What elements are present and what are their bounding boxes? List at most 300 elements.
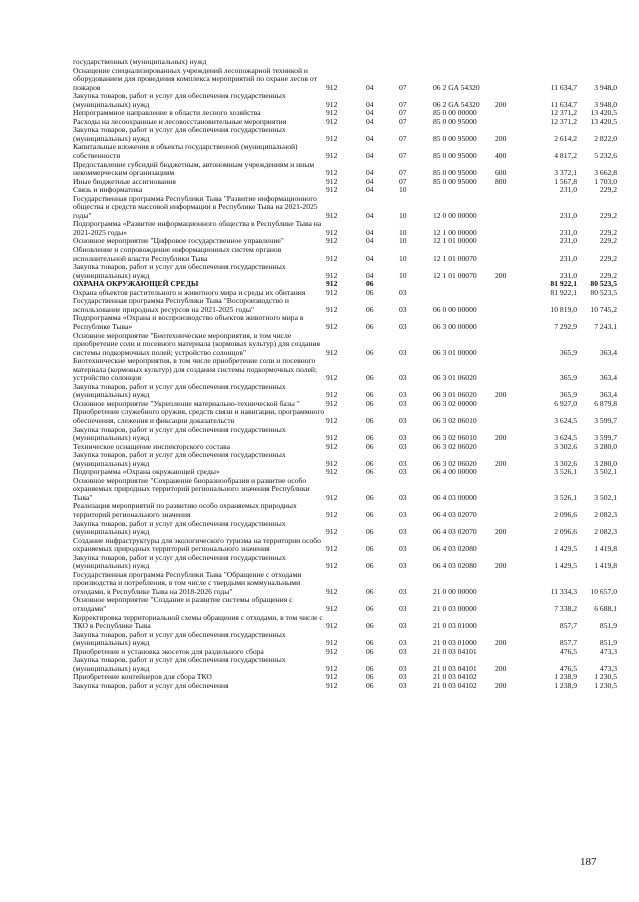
row-expense-type bbox=[495, 58, 530, 67]
row-name: Основное мероприятие "Укрепление материально-технической базы " bbox=[73, 398, 300, 408]
row-name: Подпрограмма «Охрана и воспроизводство объектов животного мира в Республике Тыва» bbox=[73, 313, 304, 331]
row-subsection: 03 bbox=[399, 415, 407, 425]
row-name: государственных (муниципальных) нужд bbox=[73, 57, 207, 66]
row-expense-type: 800 bbox=[495, 176, 507, 186]
table-row bbox=[73, 596, 617, 613]
row-subsection: 03 bbox=[399, 638, 407, 648]
row-subsection: 10 bbox=[399, 210, 407, 220]
row-subsection: 03 bbox=[399, 467, 407, 477]
row-ministry-code: 912 bbox=[326, 304, 338, 314]
row-subsection: 03 bbox=[399, 544, 407, 554]
row-section: 04 bbox=[366, 151, 374, 161]
row-name: Закупка товаров, работ и услуг для обеспечения государственных (муниципальных) нужд bbox=[73, 450, 286, 468]
row-section: 04 bbox=[366, 133, 374, 143]
row-ministry-code: 912 bbox=[326, 604, 338, 613]
row-ministry-code: 912 bbox=[326, 270, 338, 280]
row-subsection: 07 bbox=[399, 82, 407, 92]
row-ministry-code: 912 bbox=[326, 680, 338, 690]
row-subsection: 03 bbox=[399, 433, 407, 443]
row-amount-year1: 231,0 bbox=[559, 270, 577, 280]
row-subsection: 07 bbox=[399, 151, 407, 161]
row-amount-year2: 80 523,5 bbox=[590, 287, 617, 297]
row-name: Непрограммное направление в области лесного хозяйства bbox=[73, 108, 261, 118]
row-section: 06 bbox=[366, 492, 374, 502]
row-name: Закупка товаров, работ и услуг для обеспечения государственных (муниципальных) нужд bbox=[73, 655, 286, 673]
row-section: 04 bbox=[366, 270, 374, 280]
table-row bbox=[73, 161, 617, 178]
row-amount-year1: 857,7 bbox=[559, 638, 577, 648]
row-name: Государственная программа Республики Тыва "Обращение с отходами производства и потребления, в том числе с твердыми коммунальными отходами, в Республике Тыва на 2018-2026 годы" bbox=[73, 569, 302, 596]
row-expense-type bbox=[495, 596, 530, 613]
row-section: 06 bbox=[366, 544, 374, 554]
row-expense-type bbox=[495, 67, 530, 93]
row-amount-year2: 1 230,5 bbox=[594, 672, 617, 682]
row-subsection: 03 bbox=[399, 672, 407, 682]
row-amount-year2: 363,4 bbox=[599, 347, 617, 357]
row-amount-year2: 1 703,0 bbox=[594, 176, 617, 186]
table-row bbox=[73, 195, 617, 221]
row-target-article: 85 0 00 00000 bbox=[433, 108, 477, 118]
row-amount-year1: 3 624,5 bbox=[554, 433, 577, 443]
row-target-article: 12 1 01 00070 bbox=[433, 253, 477, 263]
row-section bbox=[366, 58, 399, 67]
row-ministry-code: 912 bbox=[326, 638, 338, 648]
row-amount-year1 bbox=[530, 58, 577, 67]
row-expense-type bbox=[495, 289, 530, 298]
row-amount-year2: 2 082,3 bbox=[594, 527, 617, 537]
row-amount-year1: 1 429,5 bbox=[554, 544, 577, 554]
row-name: Обновление и сопровождение информационных систем органов исполнительной власти Республики Тыва bbox=[73, 245, 282, 263]
row-section: 04 bbox=[366, 176, 374, 186]
row-section: 06 bbox=[366, 672, 374, 682]
budget-table-body bbox=[73, 58, 617, 690]
row-target-article: 06 3 02 06020 bbox=[433, 441, 477, 451]
row-expense-type: 200 bbox=[495, 270, 507, 280]
row-expense-type: 200 bbox=[495, 390, 507, 400]
row-section: 04 bbox=[366, 168, 374, 178]
row-expense-type: 400 bbox=[495, 151, 507, 161]
row-target-article: 06 4 03 02070 bbox=[433, 509, 477, 519]
row-expense-type bbox=[495, 502, 530, 519]
row-ministry-code: 912 bbox=[326, 544, 338, 554]
row-ministry-code: 912 bbox=[326, 227, 338, 237]
row-ministry-code: 912 bbox=[326, 561, 338, 571]
row-target-article: 06 2 GA 54320 bbox=[433, 99, 480, 109]
row-name: Закупка товаров, работ и услуг для обеспечения bbox=[73, 680, 229, 690]
row-target-article bbox=[433, 280, 495, 289]
row-amount-year1: 231,0 bbox=[559, 227, 577, 237]
row-name: Основное мероприятие "Создание и развитие системы обращения с отходами" bbox=[73, 595, 293, 613]
row-subsection: 07 bbox=[399, 116, 407, 126]
row-ministry-code: 912 bbox=[326, 441, 338, 451]
row-section: 06 bbox=[366, 279, 374, 289]
row-expense-type bbox=[495, 477, 530, 503]
row-section: 06 bbox=[366, 527, 374, 537]
row-target-article: 06 3 02 00000 bbox=[433, 398, 477, 408]
row-expense-type: 200 bbox=[495, 638, 507, 648]
row-ministry-code: 912 bbox=[326, 151, 338, 161]
row-subsection: 03 bbox=[399, 458, 407, 468]
row-section: 06 bbox=[366, 509, 374, 519]
row-ministry-code: 912 bbox=[326, 133, 338, 143]
row-amount-year1: 11 634,7 bbox=[550, 99, 577, 109]
row-expense-type: 600 bbox=[495, 168, 507, 178]
table-row bbox=[73, 408, 617, 425]
row-name: Государственная программа Республики Тыва "Воспроизводство и использование природных ресурсов на 2021-2025 годы" bbox=[73, 296, 289, 314]
row-subsection: 07 bbox=[399, 99, 407, 109]
table-row bbox=[73, 502, 617, 519]
row-subsection: 03 bbox=[399, 621, 407, 631]
row-amount-year1: 365,9 bbox=[559, 347, 577, 357]
row-name: Основное мероприятие "Цифровое государственное управление" bbox=[73, 236, 284, 246]
row-section: 04 bbox=[366, 108, 374, 118]
row-ministry-code: 912 bbox=[326, 586, 338, 596]
row-subsection: 10 bbox=[399, 270, 407, 280]
row-subsection: 07 bbox=[399, 108, 407, 118]
row-subsection bbox=[399, 58, 433, 67]
row-ministry-code: 912 bbox=[326, 168, 338, 178]
row-ministry-code: 912 bbox=[326, 279, 338, 289]
row-subsection: 10 bbox=[399, 253, 407, 263]
row-amount-year2: 7 243,1 bbox=[594, 321, 617, 331]
row-target-article: 21 0 03 00000 bbox=[433, 604, 477, 613]
row-subsection: 03 bbox=[399, 527, 407, 537]
row-section: 04 bbox=[366, 82, 374, 92]
row-name: Закупка товаров, работ и услуг для обеспечения государственных (муниципальных) нужд bbox=[73, 262, 286, 280]
row-subsection: 03 bbox=[399, 561, 407, 571]
row-subsection: 03 bbox=[399, 604, 407, 613]
row-expense-type bbox=[495, 332, 530, 358]
row-amount-year2: 80 523,5 bbox=[590, 279, 617, 289]
row-expense-type bbox=[495, 109, 530, 118]
row-amount-year2: 13 420,5 bbox=[590, 108, 617, 118]
row-name: Закупка товаров, работ и услуг для обеспечения государственных (муниципальных) нужд bbox=[73, 552, 286, 571]
budget-table bbox=[73, 58, 617, 690]
row-amount-year2: 1 230,5 bbox=[594, 680, 617, 690]
row-amount-year2: 473,3 bbox=[599, 646, 617, 656]
row-name: Корректировка территориальной схемы обращения с отходами, в том числе с ТКО в Республике Тыва bbox=[73, 612, 323, 631]
row-target-article: 12 1 00 00000 bbox=[433, 227, 477, 237]
row-amount-year1: 7 292,9 bbox=[554, 321, 577, 331]
row-ministry-code: 912 bbox=[326, 527, 338, 537]
row-amount-year2 bbox=[577, 58, 617, 67]
table-row bbox=[73, 246, 617, 263]
row-ministry-code: 912 bbox=[326, 621, 338, 631]
row-target-article: 21 0 03 04101 bbox=[433, 646, 477, 656]
row-ministry-code: 912 bbox=[326, 467, 338, 477]
row-expense-type bbox=[495, 237, 530, 246]
row-amount-year2: 229,2 bbox=[599, 210, 617, 220]
row-target-article: 85 0 00 95000 bbox=[433, 168, 477, 178]
row-amount-year1: 10 819,0 bbox=[550, 304, 577, 314]
row-expense-type bbox=[495, 195, 530, 221]
row-ministry-code: 912 bbox=[326, 509, 338, 519]
table-row bbox=[73, 383, 617, 400]
row-section: 06 bbox=[366, 390, 374, 400]
row-name: Реализация мероприятий по развитию особо охраняемых природных территорий регионального значения bbox=[73, 501, 297, 519]
row-target-article: 06 3 01 06020 bbox=[433, 373, 477, 383]
row-section: 06 bbox=[366, 638, 374, 648]
row-target-article: 12 0 00 00000 bbox=[433, 210, 477, 220]
row-amount-year2: 3 502,1 bbox=[594, 467, 617, 477]
row-amount-year1: 476,5 bbox=[559, 646, 577, 656]
row-subsection: 03 bbox=[399, 373, 407, 383]
row-subsection: 03 bbox=[399, 441, 407, 451]
table-row bbox=[73, 220, 617, 237]
table-row bbox=[73, 571, 617, 597]
row-name: Связь и информатика bbox=[73, 185, 143, 195]
row-amount-year2: 5 232,6 bbox=[594, 151, 617, 161]
row-amount-year1: 3 526,1 bbox=[554, 467, 577, 477]
table-row bbox=[73, 67, 617, 93]
row-ministry-code: 912 bbox=[326, 108, 338, 118]
row-amount-year2: 1 419,8 bbox=[594, 544, 617, 554]
row-section: 06 bbox=[366, 561, 374, 571]
row-expense-type: 200 bbox=[495, 663, 507, 673]
row-target-article: 12 1 01 00000 bbox=[433, 236, 477, 246]
table-row bbox=[73, 143, 617, 160]
row-section: 06 bbox=[366, 604, 374, 613]
row-section: 06 bbox=[366, 441, 374, 451]
row-section: 04 bbox=[366, 253, 374, 263]
row-subsection: 03 bbox=[399, 287, 407, 297]
row-amount-year2: 363,4 bbox=[599, 373, 617, 383]
table-row bbox=[73, 426, 617, 443]
row-name: Основное мероприятие "Сохранение биоразнообразия и развитие особо охраняемых природных территорий регионального значения Республики Тыва" bbox=[73, 475, 310, 502]
table-row bbox=[73, 126, 617, 143]
table-row bbox=[73, 178, 617, 187]
row-amount-year2: 13 420,5 bbox=[590, 116, 617, 126]
row-amount-year1: 2 096,6 bbox=[554, 527, 577, 537]
row-expense-type bbox=[495, 468, 530, 477]
row-amount-year2: 229,2 bbox=[599, 227, 617, 237]
row-name: Закупка товаров, работ и услуг для обеспечения государственных (муниципальных) нужд bbox=[73, 629, 286, 648]
row-expense-type bbox=[495, 357, 530, 383]
row-name: Закупка товаров, работ и услуг для обеспечения государственных (муниципальных) нужд bbox=[73, 518, 286, 537]
row-ministry-code: 912 bbox=[326, 82, 338, 92]
row-amount-year2: 3 280,0 bbox=[594, 458, 617, 468]
row-expense-type: 200 bbox=[495, 99, 507, 109]
row-section: 06 bbox=[366, 398, 374, 408]
row-amount-year1: 3 624,5 bbox=[554, 415, 577, 425]
row-amount-year1: 365,9 bbox=[559, 390, 577, 400]
row-ministry-code: 912 bbox=[326, 176, 338, 186]
row-name: Подпрограмма «Развитие информационного общества в Республике Тыва на 2021-2025 годы» bbox=[73, 219, 322, 237]
row-amount-year1: 1 238,9 bbox=[554, 672, 577, 682]
row-expense-type bbox=[495, 537, 530, 554]
row-section: 06 bbox=[366, 646, 374, 656]
row-name: Биотехнические мероприятия, в том числе приобретение соли и посевного материала (кормовых культур) для создания системы подкормочных полей; устройство солонцов bbox=[73, 356, 318, 383]
row-target-article: 12 1 01 00070 bbox=[433, 270, 477, 280]
table-row bbox=[73, 656, 617, 673]
row-section: 06 bbox=[366, 433, 374, 443]
row-subsection: 03 bbox=[399, 586, 407, 596]
row-ministry-code: 912 bbox=[326, 672, 338, 682]
row-ministry-code: 912 bbox=[326, 458, 338, 468]
row-name: Приобретение контейнеров для сбора ТКО bbox=[73, 672, 212, 682]
row-name: ОХРАНА ОКРУЖАЮЩЕЙ СРЕДЫ bbox=[73, 279, 199, 289]
row-target-article: 21 0 03 01000 bbox=[433, 621, 477, 631]
row-target-article: 06 3 02 06010 bbox=[433, 415, 477, 425]
table-row bbox=[73, 614, 617, 631]
table-row bbox=[73, 92, 617, 109]
row-expense-type bbox=[495, 571, 530, 597]
row-subsection: 03 bbox=[399, 509, 407, 519]
row-amount-year2: 6 879,8 bbox=[594, 398, 617, 408]
row-section: 06 bbox=[366, 458, 374, 468]
row-expense-type bbox=[495, 280, 530, 289]
row-expense-type bbox=[495, 400, 530, 409]
row-subsection: 03 bbox=[399, 646, 407, 656]
row-amount-year2: 10 745,2 bbox=[590, 304, 617, 314]
row-subsection: 10 bbox=[399, 236, 407, 246]
row-subsection: 03 bbox=[399, 663, 407, 673]
row-amount-year2: 6 688,1 bbox=[594, 604, 617, 613]
row-amount-year1: 81 922,1 bbox=[550, 287, 577, 297]
row-subsection: 10 bbox=[399, 185, 407, 195]
row-ministry-code: 912 bbox=[326, 116, 338, 126]
row-target-article: 06 4 03 00000 bbox=[433, 492, 477, 502]
row-name: Охрана объектов растительного и животного мира и среды их обитания bbox=[73, 287, 306, 297]
row-target-article: 06 4 00 00000 bbox=[433, 467, 477, 477]
row-target-article: 06 3 01 00000 bbox=[433, 347, 477, 357]
row-expense-type: 200 bbox=[495, 433, 507, 443]
row-ministry-code: 912 bbox=[326, 663, 338, 673]
row-name: Капитальные вложения в объекты государственной (муниципальной) собственности bbox=[73, 142, 298, 161]
row-expense-type: 200 bbox=[495, 561, 507, 571]
row-section: 06 bbox=[366, 321, 374, 331]
table-row bbox=[73, 631, 617, 648]
row-section: 06 bbox=[366, 621, 374, 631]
row-target-article: 06 4 03 02070 bbox=[433, 527, 477, 537]
row-expense-type bbox=[495, 118, 530, 127]
table-row bbox=[73, 332, 617, 358]
row-section: 06 bbox=[366, 373, 374, 383]
row-target-article: 21 0 03 04102 bbox=[433, 680, 477, 690]
table-row bbox=[73, 520, 617, 537]
row-target-article: 06 3 02 06020 bbox=[433, 458, 477, 468]
row-section: 06 bbox=[366, 287, 374, 297]
row-name: Техническое оснащение инспекторского состава bbox=[73, 441, 230, 451]
row-amount-year1: 2 614,2 bbox=[554, 133, 577, 143]
row-amount-year2: 3 502,1 bbox=[594, 492, 617, 502]
row-section: 06 bbox=[366, 663, 374, 673]
row-amount-year2: 3 948,0 bbox=[594, 82, 617, 92]
row-subsection: 07 bbox=[399, 133, 407, 143]
row-target-article bbox=[433, 289, 495, 298]
row-section: 06 bbox=[366, 347, 374, 357]
row-amount-year2: 3 599,7 bbox=[594, 433, 617, 443]
row-amount-year2: 229,2 bbox=[599, 236, 617, 246]
row-target-article: 06 3 00 00000 bbox=[433, 321, 477, 331]
row-expense-type: 200 bbox=[495, 527, 507, 537]
row-target-article: 21 0 00 00000 bbox=[433, 586, 477, 596]
row-amount-year1: 3 372,1 bbox=[554, 168, 577, 178]
row-amount-year1: 857,7 bbox=[559, 621, 577, 631]
row-name: Иные бюджетные ассигнования bbox=[73, 176, 176, 186]
row-amount-year1: 2 096,6 bbox=[554, 509, 577, 519]
table-row bbox=[73, 357, 617, 383]
row-target-article: 06 3 01 06020 bbox=[433, 390, 477, 400]
row-name: Предоставление субсидий бюджетным, автономным учреждениям и иным некоммерческим организациям bbox=[73, 159, 315, 178]
row-section: 04 bbox=[366, 99, 374, 109]
row-subsection: 03 bbox=[399, 321, 407, 331]
row-expense-type bbox=[495, 408, 530, 425]
row-target-article: 85 0 00 95000 bbox=[433, 133, 477, 143]
row-section: 04 bbox=[366, 236, 374, 246]
row-amount-year1: 6 927,0 bbox=[554, 398, 577, 408]
row-subsection: 03 bbox=[399, 304, 407, 314]
row-amount-year1: 11 334,3 bbox=[550, 586, 577, 596]
table-row bbox=[73, 263, 617, 280]
row-amount-year2: 473,3 bbox=[599, 663, 617, 673]
row-target-article: 21 0 03 04102 bbox=[433, 672, 477, 682]
row-amount-year2: 10 657,0 bbox=[590, 586, 617, 596]
row-name: Закупка товаров, работ и услуг для обеспечения государственных (муниципальных) нужд bbox=[73, 91, 286, 109]
table-row bbox=[73, 537, 617, 554]
row-amount-year2: 3 599,7 bbox=[594, 415, 617, 425]
row-amount-year2: 2 082,3 bbox=[594, 509, 617, 519]
row-section: 04 bbox=[366, 185, 374, 195]
row-amount-year2: 851,9 bbox=[599, 638, 617, 648]
row-ministry-code: 912 bbox=[326, 210, 338, 220]
row-amount-year1: 3 302,6 bbox=[554, 441, 577, 451]
row-amount-year1: 12 371,2 bbox=[550, 108, 577, 118]
row-ministry-code: 912 bbox=[326, 99, 338, 109]
row-amount-year2: 229,2 bbox=[599, 253, 617, 263]
row-target-article: 85 0 00 95000 bbox=[433, 151, 477, 161]
page-number: 187 bbox=[580, 856, 597, 868]
row-amount-year1: 4 817,2 bbox=[554, 151, 577, 161]
row-amount-year1: 12 371,2 bbox=[550, 116, 577, 126]
row-amount-year1: 365,9 bbox=[559, 373, 577, 383]
row-amount-year1: 1 567,8 bbox=[554, 176, 577, 186]
row-section: 04 bbox=[366, 116, 374, 126]
row-target-article bbox=[433, 58, 495, 67]
row-section: 06 bbox=[366, 415, 374, 425]
row-subsection: 07 bbox=[399, 168, 407, 178]
row-expense-type: 200 bbox=[495, 680, 507, 690]
row-name: Расходы на лесоохранные и лесовосстановительные мероприятия bbox=[73, 116, 287, 126]
row-target-article: 06 0 00 00000 bbox=[433, 304, 477, 314]
row-amount-year2: 3 948,0 bbox=[594, 99, 617, 109]
row-ministry-code: 912 bbox=[326, 433, 338, 443]
row-ministry-code: 912 bbox=[326, 253, 338, 263]
row-name: Оснащение специализированных учреждений лесопожарной техникой и оборудованием для проведения комплекса мероприятий по охране лесов от пожаров bbox=[73, 65, 317, 92]
row-target-article bbox=[433, 186, 495, 195]
row-name: Приобретение служебного оружия, средств связи и навигации, программного обеспечения, слежения и фиксации доказательств bbox=[73, 407, 325, 425]
row-amount-year2: 3 662,8 bbox=[594, 168, 617, 178]
row-name: Подпрограмма «Охрана окружающей среды» bbox=[73, 467, 220, 477]
row-amount-year2: 229,2 bbox=[599, 185, 617, 195]
row-amount-year2: 3 280,0 bbox=[594, 441, 617, 451]
row-expense-type: 200 bbox=[495, 133, 507, 143]
row-name: Закупка товаров, работ и услуг для обеспечения государственных (муниципальных) нужд bbox=[73, 125, 286, 143]
row-subsection: 03 bbox=[399, 347, 407, 357]
row-amount-year2: 363,4 bbox=[599, 390, 617, 400]
row-section: 04 bbox=[366, 227, 374, 237]
row-subsection: 03 bbox=[399, 398, 407, 408]
table-row bbox=[73, 682, 617, 691]
row-ministry-code: 912 bbox=[326, 287, 338, 297]
row-amount-year1: 231,0 bbox=[559, 210, 577, 220]
row-amount-year1: 3 526,1 bbox=[554, 492, 577, 502]
row-target-article: 06 4 03 02080 bbox=[433, 561, 477, 571]
row-ministry-code: 912 bbox=[326, 492, 338, 502]
row-name: Приобретение и установка экосеток для раздельного сбора bbox=[73, 646, 264, 656]
row-ministry-code: 912 bbox=[326, 185, 338, 195]
row-ministry-code: 912 bbox=[326, 398, 338, 408]
